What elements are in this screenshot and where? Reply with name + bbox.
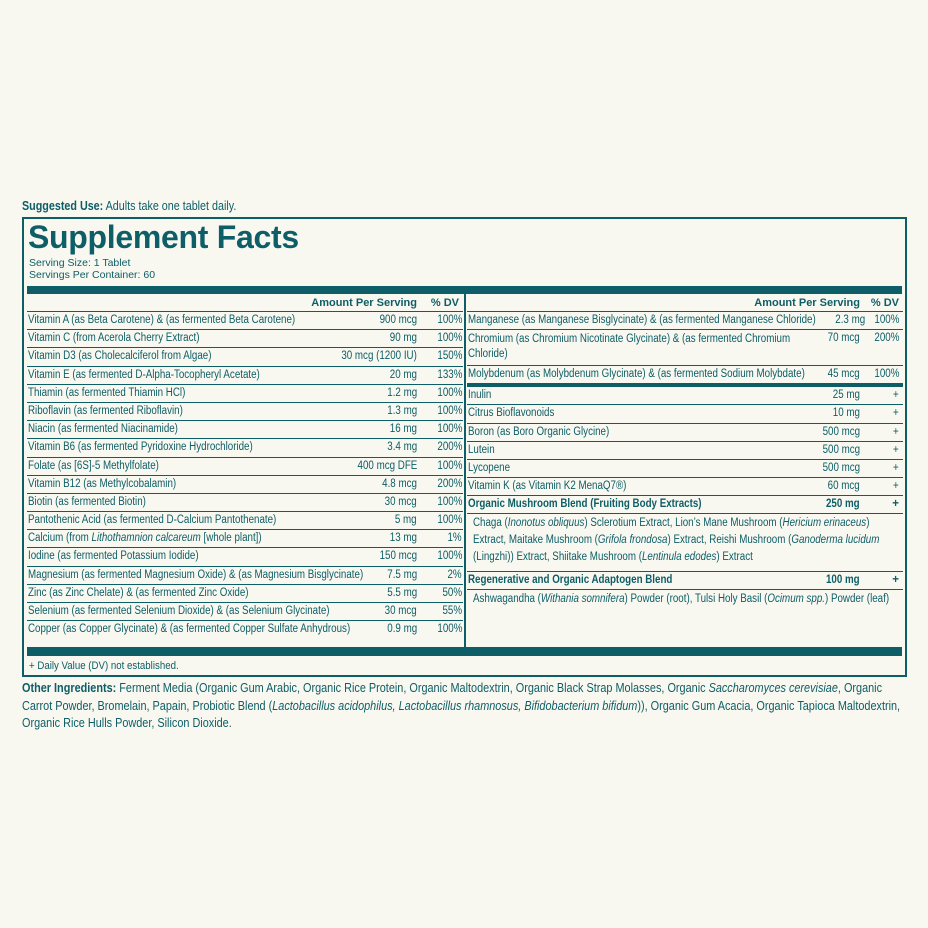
nutrient-dv: 100%: [436, 423, 462, 436]
nutrient-dv: +: [893, 425, 899, 438]
nutrient-amount: 150 mcg: [379, 550, 417, 563]
other-ingredients: Other Ingredients: Ferment Media (Organic Gum Arabic, Organic Rice Protein, Organic Maltodextrin, Organic Black Strap Molasses, Organic Saccharomyces cerevisiae, Organic Carrot Powder, Bromelain, Papain, Probiotic Blend (Lactobacillus acidophilus, Lactobacillus rhamnosus, Bifidobacterium bifidum)), Organic Gum Acacia, Organic Tapioca Maltodextrin, Organic Rice Hulls Powder, Silicon Dioxide.: [22, 681, 901, 730]
table-row: [467, 330, 903, 366]
nutrient-name: Inulin: [468, 389, 492, 402]
nutrient-dv: 100%: [873, 314, 899, 326]
nutrient-dv: 2%: [447, 568, 462, 581]
adaptogen-blend-row: [467, 572, 903, 590]
nutrient-amount: 13 mg: [389, 532, 417, 545]
nutrient-dv: 50%: [442, 586, 462, 599]
nutrient-name: Biotin (as fermented Biotin): [28, 495, 146, 508]
table-row: [467, 387, 903, 405]
nutrient-amount: 400 mcg DFE: [357, 459, 417, 472]
nutrient-name: Citrus Bioflavonoids: [468, 407, 555, 420]
nutrient-amount: 5 mg: [395, 514, 417, 527]
supplement-facts-panel: [22, 217, 907, 677]
nutrient-name: Folate (as [6S]-5 Methylfolate): [28, 459, 159, 472]
nutrient-dv: 100%: [436, 314, 462, 326]
nutrient-amount: 3.4 mg: [387, 441, 417, 454]
nutrient-amount: 25 mg: [832, 389, 860, 402]
table-row: [27, 585, 463, 603]
table-row: [27, 367, 463, 385]
nutrient-dv: +: [893, 407, 899, 420]
nutrient-name: Calcium (from Lithothamnion calcareum [whole plant]): [28, 532, 262, 545]
nutrient-name: Vitamin E (as fermented D-Alpha-Tocopheryl Acetate): [28, 368, 260, 381]
nutrient-dv: 200%: [436, 441, 462, 454]
nutrient-amount: 7.5 mg: [387, 568, 417, 581]
adaptogen-blend-description: Ashwagandha (Withania somnifera) Powder (root), Tulsi Holy Basil (Ocimum spp.) Powder (leaf): [473, 593, 890, 606]
mushroom-blend-row: [467, 496, 903, 514]
serving-size: Serving Size: 1 Tablet: [29, 257, 131, 269]
table-row: [467, 405, 903, 423]
table-row: [27, 494, 463, 512]
nutrient-name: Vitamin A (as Beta Carotene) & (as fermented Beta Carotene): [28, 314, 296, 326]
blend-name: Organic Mushroom Blend (Fruiting Body Extracts): [468, 498, 702, 511]
table-row: [27, 476, 463, 494]
table-row: [27, 621, 463, 639]
nutrient-name: Lycopene: [468, 461, 511, 474]
nutrient-amount: 1.2 mg: [387, 386, 417, 399]
suggested-use: [22, 199, 236, 213]
nutrient-dv: 200%: [873, 332, 899, 345]
left-header: [27, 294, 463, 312]
mushroom-blend-description: Chaga (Inonotus obliquus) Sclerotium Extract, Lion’s Mane Mushroom (Hericium erinaceus) Extract, Maitake Mushroom (Grifola frondosa) Extract, Reishi Mushroom (Ganoderma lucidum (Lingzhi)) Extract, Shiitake Mushroom (Lentinula edodes) Extract: [467, 514, 903, 572]
nutrient-amount: 5.5 mg: [387, 586, 417, 599]
nutrient-dv: 100%: [436, 514, 462, 527]
table-row: [467, 366, 903, 387]
right-column: [467, 294, 903, 630]
table-row: [27, 603, 463, 621]
table-row: [467, 478, 903, 496]
other-ingredients-label: Other Ingredients:: [22, 681, 117, 695]
nutrient-name: Riboflavin (as fermented Riboflavin): [28, 404, 183, 417]
table-row: [27, 348, 463, 366]
nutrient-dv: 200%: [436, 477, 462, 490]
nutrient-name: Chromium (as Chromium Nicotinate Glycinate) & (as fermented Chromium Chloride): [468, 333, 791, 361]
nutrient-dv: 100%: [436, 550, 462, 563]
panel-title: Supplement Facts: [28, 219, 299, 255]
nutrient-dv: +: [893, 461, 899, 474]
nutrient-name: Boron (as Boro Organic Glycine): [468, 425, 610, 438]
nutrient-name: Copper (as Copper Glycinate) & (as fermented Copper Sulfate Anhydrous): [28, 623, 351, 636]
nutrient-amount: 70 mcg: [827, 332, 860, 345]
table-row: [27, 330, 463, 348]
nutrient-name: Pantothenic Acid (as fermented D-Calcium Pantothenate): [28, 514, 277, 527]
nutrient-name: Selenium (as fermented Selenium Dioxide) & (as Selenium Glycinate): [28, 605, 330, 617]
left-column: [27, 294, 463, 639]
table-row: [27, 439, 463, 457]
table-row: [27, 530, 463, 548]
nutrient-dv: 100%: [873, 368, 899, 381]
nutrient-name: Vitamin C (from Acerola Cherry Extract): [28, 332, 200, 345]
nutrient-amount: 1.3 mg: [387, 404, 417, 417]
nutrient-amount: 30 mcg: [384, 605, 417, 617]
suggested-use-label: Suggested Use:: [22, 199, 104, 213]
top-bar: [27, 286, 902, 294]
nutrient-amount: 60 mcg: [827, 480, 860, 493]
blend-amount: 250 mg: [826, 498, 860, 511]
nutrient-dv: +: [893, 480, 899, 493]
header-amount: Amount Per Serving: [311, 297, 417, 309]
nutrient-amount: 0.9 mg: [387, 623, 417, 636]
table-row: [467, 312, 903, 330]
table-row: [27, 385, 463, 403]
nutrient-dv: 100%: [436, 404, 462, 417]
nutrient-dv: 100%: [436, 459, 462, 472]
nutrient-amount: 4.8 mcg: [382, 477, 417, 490]
table-row: [27, 458, 463, 476]
column-divider: [464, 294, 466, 647]
right-header: [467, 294, 903, 312]
nutrient-name: Magnesium (as fermented Magnesium Oxide) & (as Magnesium Bisglycinate): [28, 568, 364, 581]
nutrient-name: Vitamin K (as Vitamin K2 MenaQ7®): [468, 480, 627, 493]
nutrient-amount: 2.3 mg: [835, 314, 865, 326]
table-row: [27, 421, 463, 439]
blend-dv: +: [892, 574, 899, 587]
nutrient-dv: +: [893, 389, 899, 402]
blend-dv: +: [892, 498, 899, 511]
nutrient-dv: +: [893, 443, 899, 456]
blend-name: Regenerative and Organic Adaptogen Blend: [468, 574, 673, 587]
table-row: [467, 424, 903, 442]
nutrient-amount: 10 mg: [832, 407, 860, 420]
table-row: [467, 460, 903, 478]
table-row: [27, 403, 463, 421]
nutrient-dv: 100%: [436, 495, 462, 508]
nutrient-amount: 20 mg: [389, 368, 417, 381]
header-dv: % DV: [430, 297, 459, 309]
nutrient-amount: 900 mcg: [379, 314, 417, 326]
nutrient-name: Vitamin B12 (as Methylcobalamin): [28, 477, 177, 490]
nutrient-name: Vitamin D3 (as Cholecalciferol from Algae): [28, 350, 212, 363]
nutrient-dv: 55%: [442, 605, 462, 617]
nutrient-amount: 30 mcg (1200 IU): [341, 350, 417, 363]
nutrient-amount: 500 mcg: [822, 461, 860, 474]
nutrient-dv: 100%: [436, 386, 462, 399]
nutrient-name: Vitamin B6 (as fermented Pyridoxine Hydrochloride): [28, 441, 253, 454]
nutrient-name: Molybdenum (as Molybdenum Glycinate) & (as fermented Sodium Molybdate): [468, 368, 805, 381]
nutrient-name: Zinc (as Zinc Chelate) & (as fermented Zinc Oxide): [28, 586, 249, 599]
suggested-use-text: Adults take one tablet daily.: [103, 199, 237, 213]
nutrient-dv: 133%: [436, 368, 462, 381]
bottom-bar: [27, 647, 902, 656]
table-row: [27, 567, 463, 585]
nutrient-amount: 45 mcg: [827, 368, 860, 381]
nutrient-amount: 16 mg: [389, 423, 417, 436]
nutrient-name: Thiamin (as fermented Thiamin HCl): [28, 386, 186, 399]
nutrient-amount: 90 mg: [389, 332, 417, 345]
nutrient-dv: 100%: [436, 623, 462, 636]
table-row: [27, 312, 463, 330]
header-amount: Amount Per Serving: [754, 297, 860, 309]
nutrient-name: Manganese (as Manganese Bisglycinate) & (as fermented Manganese Chloride): [468, 314, 816, 326]
table-row: [467, 442, 903, 460]
table-row: [27, 512, 463, 530]
dv-footnote: + Daily Value (DV) not established.: [29, 660, 179, 672]
nutrient-dv: 100%: [436, 332, 462, 345]
nutrient-amount: 500 mcg: [822, 443, 860, 456]
nutrient-dv: 150%: [436, 350, 462, 363]
nutrient-amount: 500 mcg: [822, 425, 860, 438]
header-dv: % DV: [870, 297, 899, 309]
nutrient-name: Iodine (as fermented Potassium Iodide): [28, 550, 199, 563]
nutrient-name: Niacin (as fermented Niacinamide): [28, 423, 178, 436]
nutrient-dv: 1%: [447, 532, 462, 545]
nutrient-name: Lutein: [468, 443, 495, 456]
servings-per-container: Servings Per Container: 60: [29, 269, 156, 281]
nutrient-amount: 30 mcg: [384, 495, 417, 508]
blend-amount: 100 mg: [826, 574, 860, 587]
table-row: [27, 548, 463, 566]
